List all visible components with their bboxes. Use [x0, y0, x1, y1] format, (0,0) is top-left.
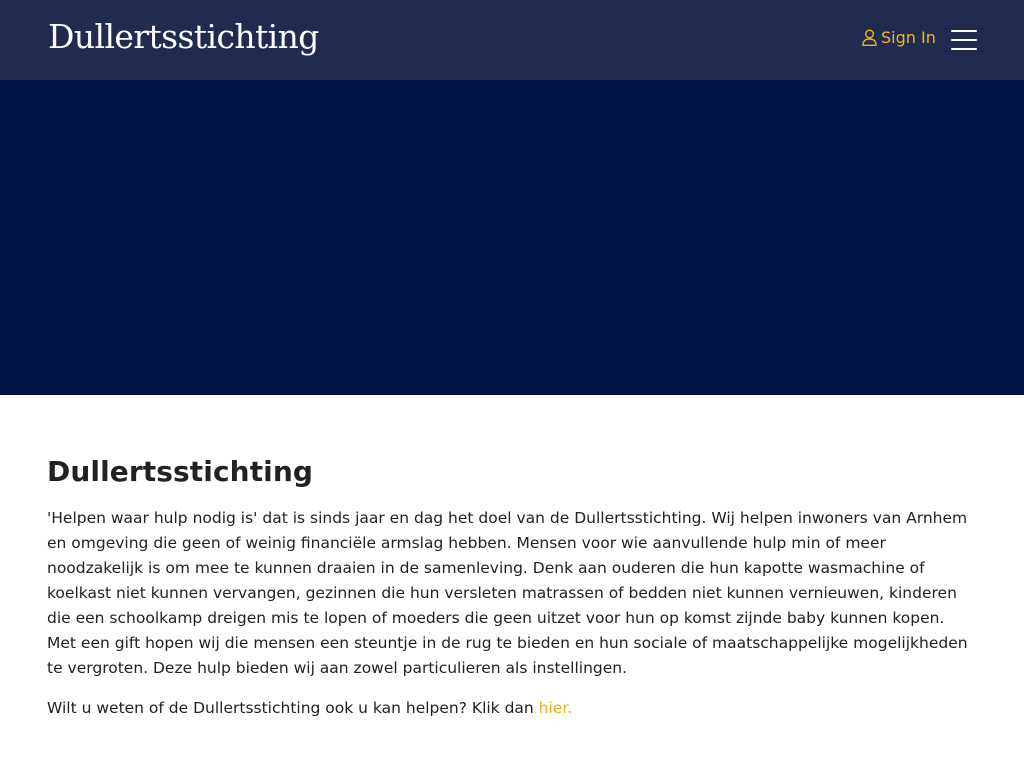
hier-link[interactable]: hier.	[538, 699, 573, 717]
gift-paragraph: Met een gift hopen wij die mensen een steuntje in de rug te bieden en hun sociale of maatschappelijke mogelijkheden te vergroten. Deze hulp bieden wij aan zowel particulieren als instellingen.	[47, 634, 968, 677]
menu-bar-top	[951, 30, 977, 32]
hamburger-menu-icon[interactable]	[951, 30, 977, 50]
user-icon	[862, 29, 877, 46]
main-content	[47, 455, 977, 721]
intro-paragraph: 'Helpen waar hulp nodig is' dat is sinds jaar en dag het doel van de Dullertsstichting. Wij helpen inwoners van Arnhem en omgeving die geen of weinig financiële armslag hebben. Mensen voor wie aanvullende hulp min of meer noodzakelijk is om mee te kunnen draaien in de samenleving. Denk aan ouderen die hun kapotte wasmachine of koelkast niet kunnen vervangen, gezinnen die hun versleten matrassen of bedden niet kunnen vernieuwen, kinderen die een schoolkamp dreigen mis te lopen of moeders die geen uitzet voor hun op komst zijnde baby kunnen kopen.	[47, 509, 968, 627]
cta-paragraph	[47, 696, 977, 721]
sign-in-link[interactable]	[862, 28, 936, 47]
menu-bar-middle	[951, 39, 977, 41]
top-navbar	[0, 0, 1024, 80]
hero-banner	[0, 80, 1024, 395]
cta-text: Wilt u weten of de Dullertsstichting ook u kan helpen? Klik dan	[47, 699, 539, 717]
page-title: Dullertsstichting	[47, 455, 314, 488]
sign-in-label: Sign In	[881, 28, 936, 47]
menu-bar-bottom	[951, 48, 977, 50]
site-logo[interactable]: Dullertsstichting	[48, 17, 319, 56]
